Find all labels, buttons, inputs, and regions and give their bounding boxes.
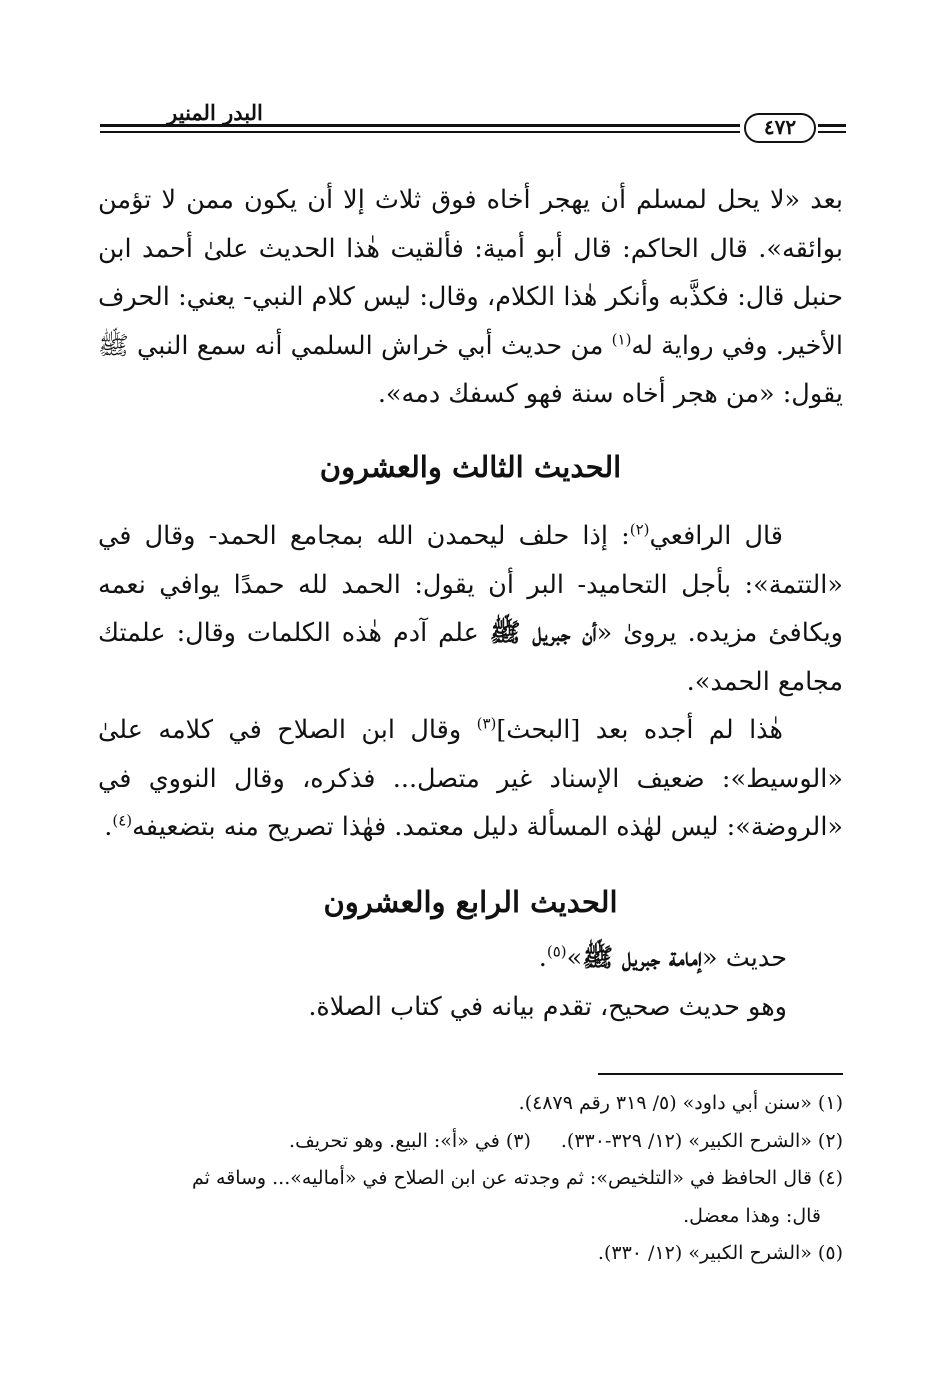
footnote-ref-4: (٤) bbox=[112, 811, 133, 830]
s23-p1-bold: أن جبريل ﷺ bbox=[489, 618, 597, 648]
footnote-2-3 bbox=[98, 1123, 843, 1161]
header-rule-right bbox=[818, 124, 846, 133]
running-title: البدر المنير bbox=[167, 100, 263, 125]
s24-l1-c: . bbox=[538, 943, 547, 973]
section24-line-1 bbox=[539, 942, 787, 979]
section24-line-2: وهو حديث صحيح، تقدم بيانه في كتاب الصلاة. bbox=[308, 992, 787, 1022]
s23-p1-c: علم آدم هٰذه الكلمات وقال: علمتك مجامع الحمد». bbox=[98, 618, 843, 697]
footnotes bbox=[98, 1085, 843, 1273]
footnote-4-continued: قال: وهذا معضل. bbox=[683, 1204, 821, 1227]
section23-body bbox=[98, 512, 843, 852]
footnote-3: (٣) في «أ»: البيع. وهو تحريف. bbox=[289, 1129, 531, 1152]
footnote-ref-3: (٣) bbox=[476, 714, 497, 733]
s24-l1-a: حديث « bbox=[702, 943, 787, 973]
s24-l1-bold: إمامة جبريل ﷺ bbox=[582, 943, 702, 973]
footnote-separator bbox=[598, 1073, 843, 1075]
heading-hadith-24: الحديث الرابع والعشرون bbox=[323, 885, 618, 919]
intro-text-b: من حديث أبي خراش السلمي أنه سمع النبي ﷺ يقول: «من هجر أخاه سنة فهو كسفك دمه». bbox=[98, 330, 843, 409]
footnote-ref-2: (٢) bbox=[629, 520, 650, 539]
s23-p1-a: قال الرافعي bbox=[649, 521, 783, 551]
footnote-ref-5: (٥) bbox=[546, 942, 567, 961]
s23-p2-c: . bbox=[104, 812, 113, 842]
header-rule bbox=[100, 124, 740, 133]
footnote-5: (٥) «الشرح الكبير» (١٢/ ٣٣٠). bbox=[597, 1242, 843, 1264]
footnote-ref-1: (١) bbox=[611, 330, 632, 348]
page-number: ٤٧٢ bbox=[744, 113, 816, 143]
intro-text-a: بعد «لا يحل لمسلم أن يهجر أخاه فوق ثلاث إلا أن يكون ممن لا تؤمن بوائقه». قال الحاكم: قال أبو أمية: فألقيت هٰذا الحديث علىٰ أحمد ابن حنبل قال: فكذَّبه وأنكر هٰذا الكلام، وقال: ليس كلام النبي- يعني: الحرف الأخير. وفي رواية له bbox=[98, 185, 844, 361]
s24-l1-b: » bbox=[566, 943, 583, 973]
footnote-2: (٢) «الشرح الكبير» (١٢/ ٣٢٩-٣٣٠). bbox=[560, 1129, 843, 1152]
footnote-4: (٤) قال الحافظ في «التلخيص»: ثم وجدته عن ابن الصلاح في «أماليه»... وساقه ثم bbox=[191, 1167, 843, 1189]
section23-paragraph-1 bbox=[98, 512, 843, 706]
s23-p2-b: وقال ابن الصلاح في كلامه علىٰ «الوسيط»: ضعيف الإسناد غير متصل... فذكره، وقال النووي في «الروضة»: ليس لهٰذه المسألة دليل معتمد. فهٰذا تصريح منه بتضعيفه bbox=[98, 715, 843, 842]
footnote-1: (١) «سنن أبي داود» (٥/ ٣١٩ رقم ٤٨٧٩). bbox=[518, 1092, 843, 1114]
s23-p1-b: : إذا حلف ليحمدن الله بمجامع الحمد- وقال في «التتمة»: بأجل التحاميد- البر أن يقول: الحمد لله حمدًا يوافي نعمه ويكافئ مزيده. يرویٰ « bbox=[98, 521, 843, 648]
intro-paragraph bbox=[98, 176, 843, 419]
heading-hadith-23: الحديث الثالث والعشرون bbox=[319, 450, 622, 484]
intro-text bbox=[98, 176, 843, 419]
section23-paragraph-2 bbox=[98, 706, 843, 852]
s23-p2-a: هٰذا لم أجده بعد [البحث] bbox=[496, 715, 783, 745]
